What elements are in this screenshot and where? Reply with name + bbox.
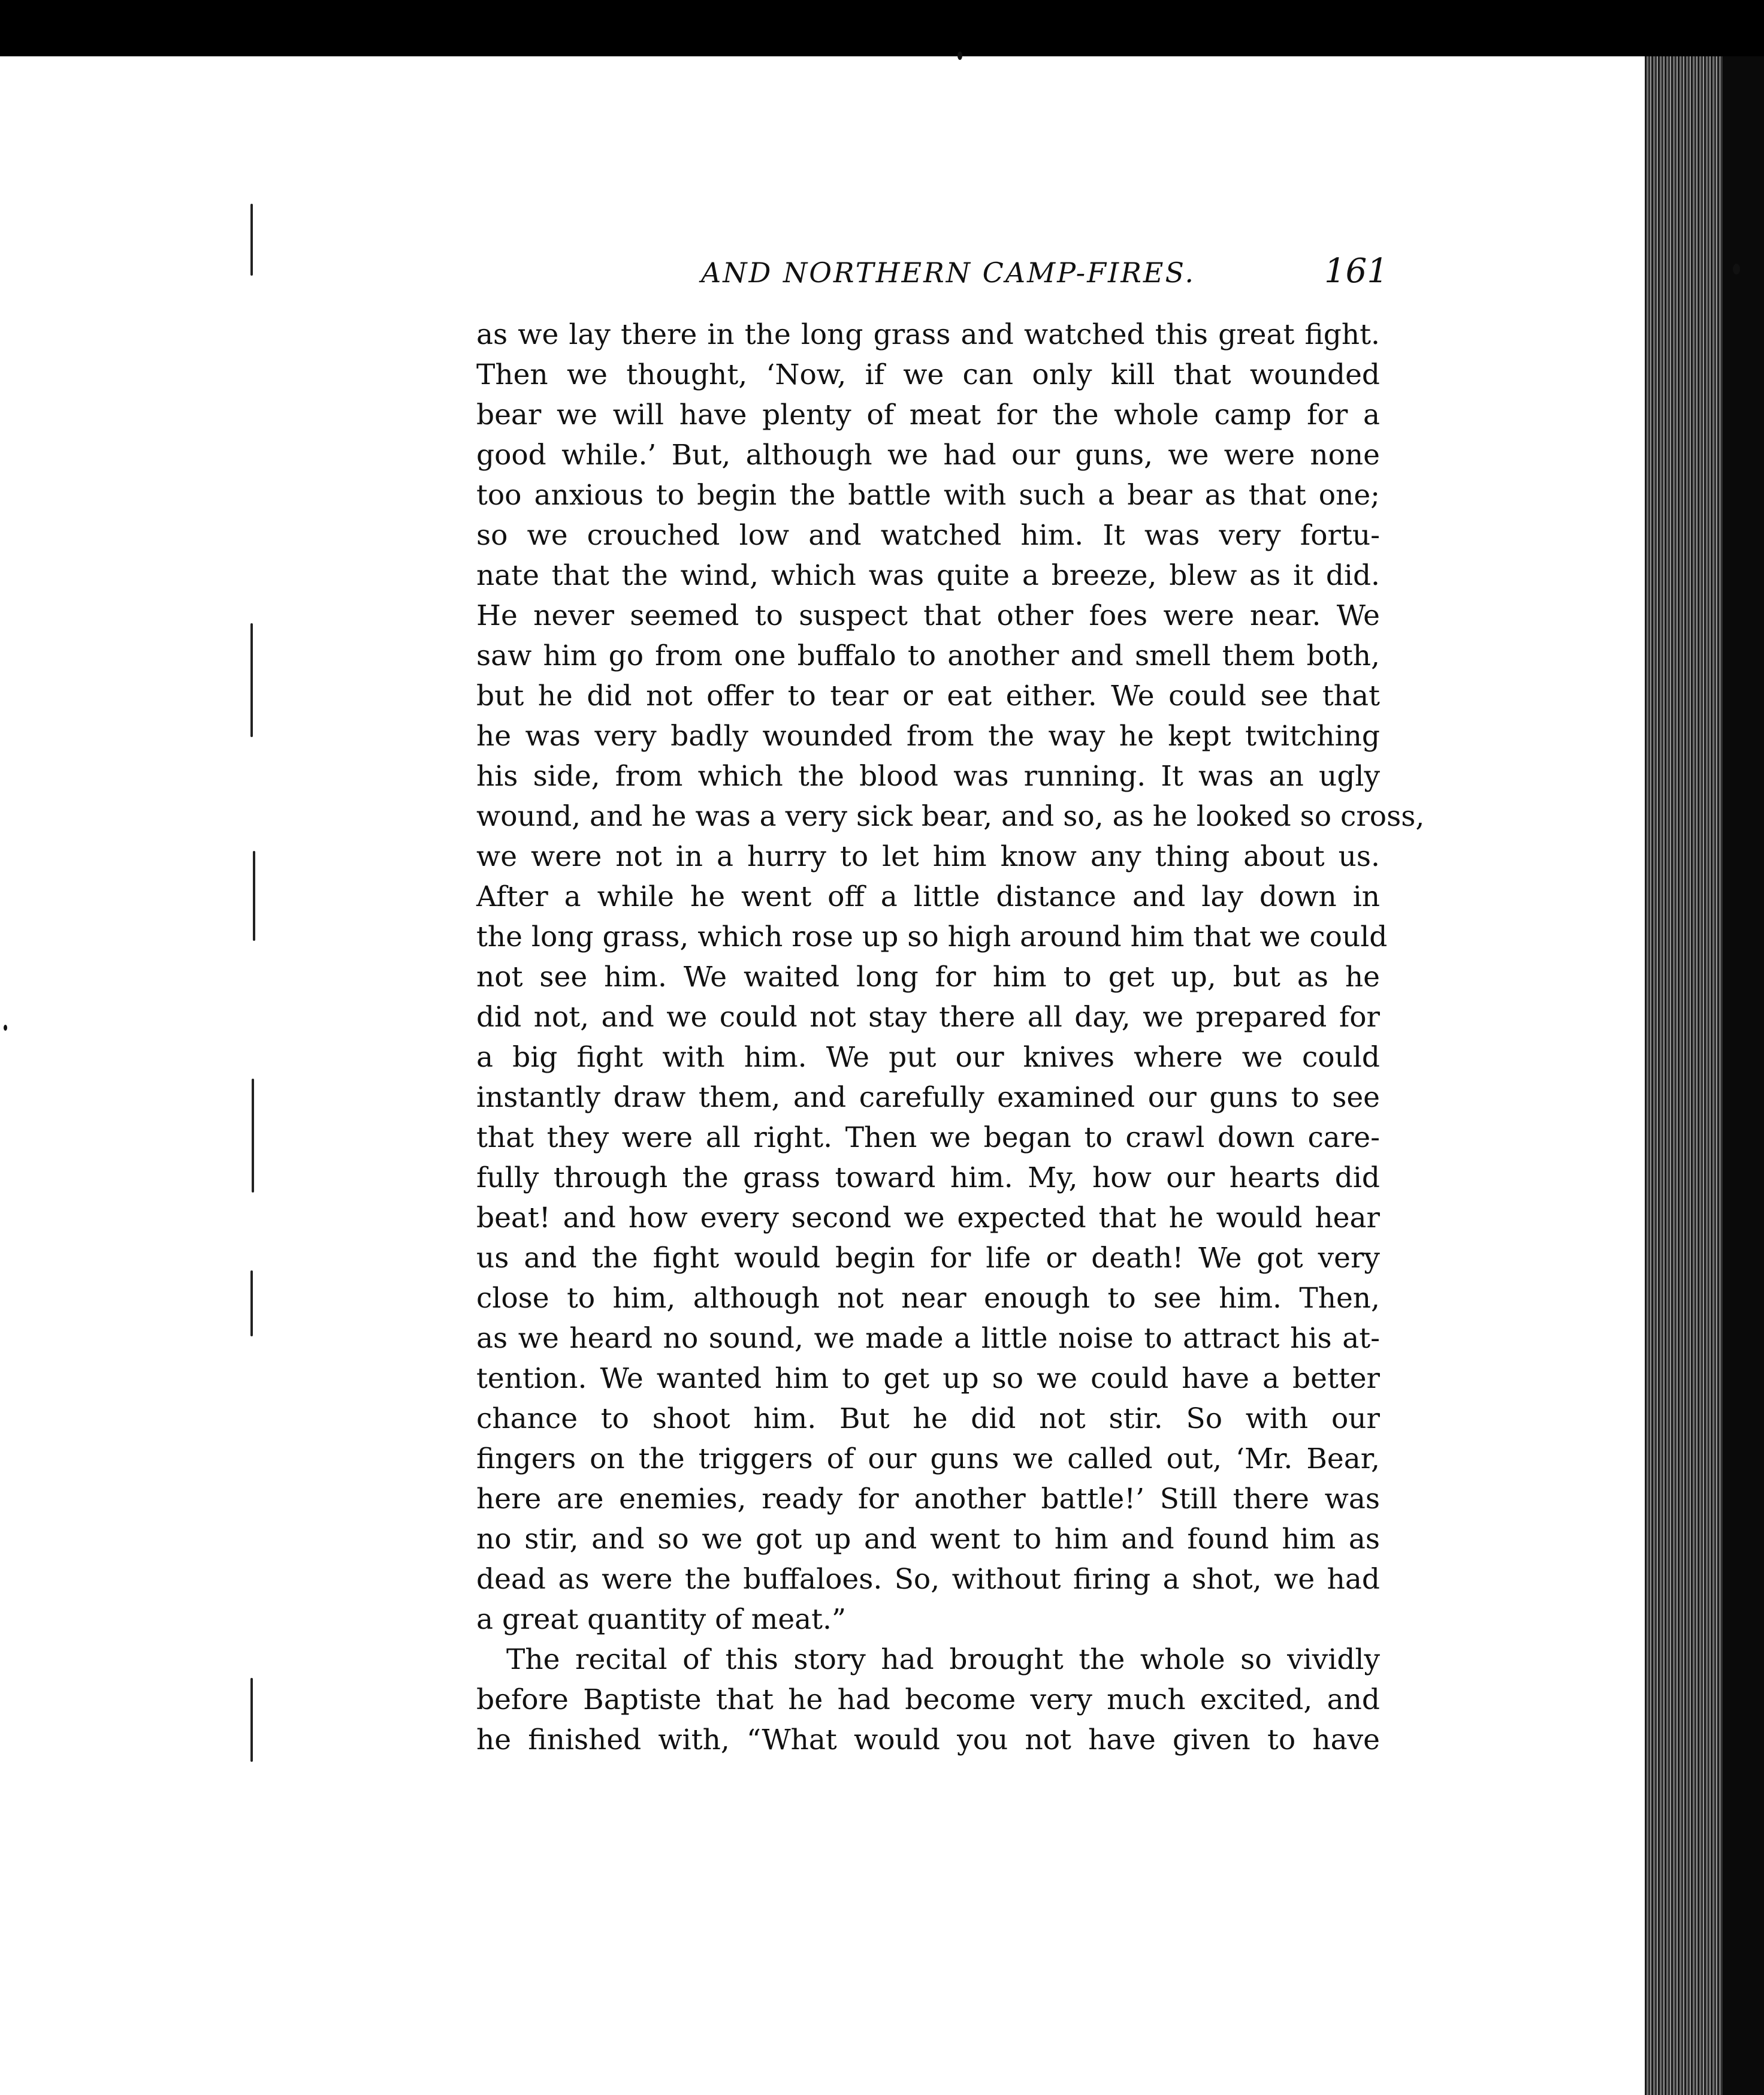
text-line: not see him. We waited long for him to get up, but as he (476, 961, 1380, 994)
page-edges (1645, 56, 1723, 2095)
text-line: good while.’ But, although we had our guns, we were none (476, 439, 1380, 472)
text-line: instantly draw them, and carefully examined our guns to see (476, 1081, 1380, 1114)
text-line: fully through the grass toward him. My, how our hearts did (476, 1161, 1380, 1194)
page-number: 161 (1324, 252, 1388, 291)
text-line: us and the fight would begin for life or death! We got very (476, 1242, 1380, 1275)
text-line: wound, and he was a very sick bear, and so, as he looked so cross, (476, 800, 1425, 833)
text-line: he was very badly wounded from the way he kept twitching (476, 720, 1380, 753)
text-line: no stir, and so we got up and went to him and found him as (476, 1523, 1380, 1556)
text-line: After a while he went off a little distance and lay down in (476, 880, 1380, 913)
text-line: did not, and we could not stay there all day, we prepared for (476, 1001, 1380, 1034)
text-line: as we heard no sound, we made a little noise to attract his at- (476, 1322, 1380, 1355)
gutter-mark (250, 1270, 253, 1336)
text-line: The recital of this story had brought the whole so vividly (506, 1643, 1380, 1676)
text-line: his side, from which the blood was running. It was an ugly (476, 760, 1380, 793)
text-line: chance to shoot him. But he did not stir. So with our (476, 1402, 1380, 1435)
text-line: saw him go from one buffalo to another and smell them both, (476, 639, 1380, 672)
gutter-mark (250, 623, 253, 737)
text-line: too anxious to begin the battle with such a bear as that one; (476, 479, 1380, 512)
body-text (476, 315, 1425, 1760)
text-line: so we crouched low and watched him. It was very fortu- (476, 519, 1380, 552)
speck (1733, 264, 1740, 274)
text-line: He never seemed to suspect that other foes were near. We (476, 599, 1380, 632)
scan-border (1723, 56, 1764, 2095)
text-line: a big fight with him. We put our knives where we could (476, 1041, 1380, 1074)
running-head: AND NORTHERN CAMP-FIRES. (701, 256, 1195, 289)
text-line: nate that the wind, which was quite a breeze, blew as it did. (476, 559, 1380, 592)
paragraph (476, 1640, 1380, 1760)
text-line: the long grass, which rose up so high around him that we could (476, 920, 1388, 953)
text-line: he finished with, “What would you not have given to have (476, 1723, 1380, 1756)
paragraph (476, 315, 1425, 1640)
text-line: a great quantity of meat.” (476, 1603, 847, 1636)
text-line: as we lay there in the long grass and watched this great fight. (476, 318, 1380, 351)
text-line: dead as were the buffaloes. So, without firing a shot, we had (476, 1563, 1380, 1596)
text-line: beat! and how every second we expected that he would hear (476, 1202, 1380, 1234)
speck (957, 52, 962, 60)
text-line: fingers on the triggers of our guns we called out, ‘Mr. Bear, (476, 1442, 1380, 1475)
text-line: but he did not offer to tear or eat either. We could see that (476, 680, 1380, 713)
text-line: Then we thought, ‘Now, if we can only kill that wounded (476, 358, 1380, 391)
text-line: bear we will have plenty of meat for the whole camp for a (476, 399, 1380, 431)
text-line: here are enemies, ready for another battle!’ Still there was (476, 1483, 1380, 1516)
page-header (0, 252, 1645, 300)
speck (4, 1025, 7, 1031)
gutter-mark (252, 1079, 254, 1193)
text-line: tention. We wanted him to get up so we could have a better (476, 1362, 1380, 1395)
text-line: we were not in a hurry to let him know any thing about us. (476, 840, 1380, 873)
gutter-mark (253, 851, 255, 941)
text-line: close to him, although not near enough to see him. Then, (476, 1282, 1380, 1315)
gutter-mark (250, 1678, 253, 1762)
text-line: before Baptiste that he had become very much excited, and (476, 1683, 1380, 1716)
text-line: that they were all right. Then we began to crawl down care- (476, 1121, 1380, 1154)
